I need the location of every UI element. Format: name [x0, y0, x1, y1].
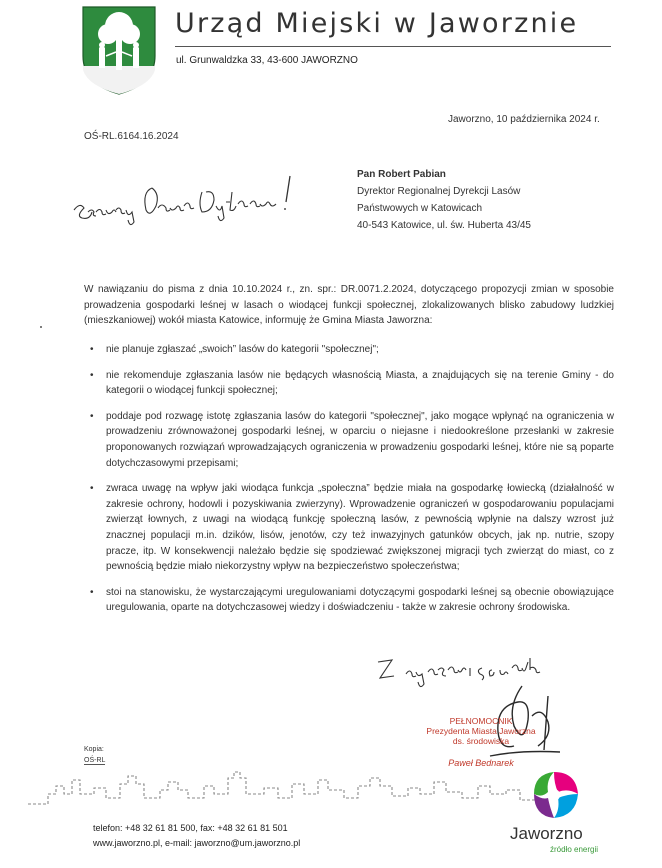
reference-number: OŚ-RL.6164.16.2024	[84, 131, 179, 142]
jaworzno-logo-icon	[524, 766, 584, 824]
recipient-block	[357, 166, 531, 234]
footer-phone: telefon: +48 32 61 81 500, fax: +48 32 61 81 501	[93, 823, 288, 833]
coat-of-arms-icon	[80, 4, 158, 96]
list-item	[90, 585, 614, 616]
recipient-line: Dyrektor Regionalnej Dyrekcji Lasów	[357, 186, 521, 197]
footer-web: www.jaworzno.pl, e-mail: jaworzno@um.jaworzno.pl	[93, 838, 301, 848]
stamp-line: ds. środowiska	[452, 736, 510, 746]
list-item-text: stoi na stanowisku, że wystarczającymi uregulowaniami dotyczącymi gospodarki leśnej są obecnie obowiązujące uregulowania, oparte na dotychczasowej wiedzy i doświadczeniu - także w zakresie ochrony środowiska.	[106, 586, 614, 614]
stamp-signatory-name: Paweł Bednarek	[448, 758, 514, 768]
recipient-name: Pan Robert Pabian	[357, 169, 446, 180]
list-item-text: nie planuje zgłaszać „swoich” lasów do kategorii "społecznej";	[106, 344, 379, 355]
list-item	[90, 368, 614, 399]
bullet-icon: •	[90, 344, 94, 355]
intro-paragraph: W nawiązaniu do pisma z dnia 10.10.2024 r., zn. spr.: DR.0071.2.2024, dotyczącego propozycji zmian w sposobie prowadzenia gospodarki leśnej w lasach o wiodącej funkcji społecznej, zlokalizowanych blisko zabudowy ludzkiej (mieszkaniowej) wokół miasta Katowice, informuję że Gmina Miasta Jaworzna:	[84, 284, 614, 327]
recipient-line: Państwowych w Katowicach	[357, 203, 483, 214]
recipient-line: 40-543 Katowice, ul. św. Huberta 43/45	[357, 220, 531, 231]
header-divider	[175, 46, 611, 47]
list-item	[90, 481, 614, 575]
brand-tagline: źródło energii	[550, 845, 599, 854]
list-item	[90, 342, 614, 358]
official-stamp	[416, 716, 546, 768]
margin-dot	[40, 326, 42, 328]
points-list	[90, 342, 614, 626]
office-name: Urząd Miejski w Jaworznie	[175, 8, 579, 39]
city-skyline-decoration	[28, 764, 544, 810]
letter-date: Jaworzno, 10 października 2024 r.	[448, 114, 600, 125]
brand-name: Jaworzno	[510, 824, 583, 843]
copy-to	[84, 744, 105, 766]
stamp-title: PEŁNOMOCNIK	[449, 716, 513, 726]
list-item	[90, 409, 614, 471]
list-item-text: nie rekomenduje zgłaszania lasów nie będących własnością Miasta, a znajdujących się na terenie Gminy - do kategorii o wiodącej funkcji społecznej;	[106, 369, 614, 397]
footer-contact	[93, 821, 300, 851]
office-address: ul. Grunwaldzka 33, 43-600 JAWORZNO	[176, 55, 358, 66]
stamp-line: Prezydenta Miasta Jaworzna	[426, 726, 536, 736]
list-item-text: zwraca uwagę na wpływ jaki wiodąca funkcja „społeczna” będzie miała na gospodarkę łowiecką (działalność w zakresie ochrony, hodowli i pozyskiwania zwierzyny). Wprowadzenie ograniczeń w gospodarowaniu populacjami zwierząt łownych, z uwagi na wiodącą funkcję społeczną lasów, z pewnością wpłynie na dalszy wzrost już znacznej populacji m.in. dzików, lisów, jenotów, czy też inwazyjnych gatunków obcych, jak np. nutrie, szopy pracze, itp. W konsekwencji należało będzie się spodziewać zwiększonej migracji tych zwierząt do miast, co z pewnością będzie miało niekorzystny wpływ na bezpieczeństwo społeczeństwa;	[106, 483, 614, 573]
bullet-icon: •	[90, 369, 94, 381]
copy-label: Kopia:	[84, 746, 104, 753]
copy-recipient: OŚ-RL	[84, 757, 106, 764]
handwritten-salutation	[66, 166, 306, 236]
bullet-icon: •	[90, 483, 94, 495]
bullet-icon: •	[90, 410, 94, 422]
bullet-icon: •	[90, 586, 94, 598]
list-item-text: poddaje pod rozwagę istotę zgłaszania lasów do kategorii "społecznej", jako mogące wpłynąć na ograniczenia w prowadzeniu zrównoważonej gospodarki leśnej, w oparciu o niejasne i niedookreślone przesłanki w zakresie proponowanych rozwiązań wprowadzających ograniczenia w prowadzeniu gospodarki leśnej, które nie są poparte dotychczasowymi przepisami;	[106, 410, 614, 469]
